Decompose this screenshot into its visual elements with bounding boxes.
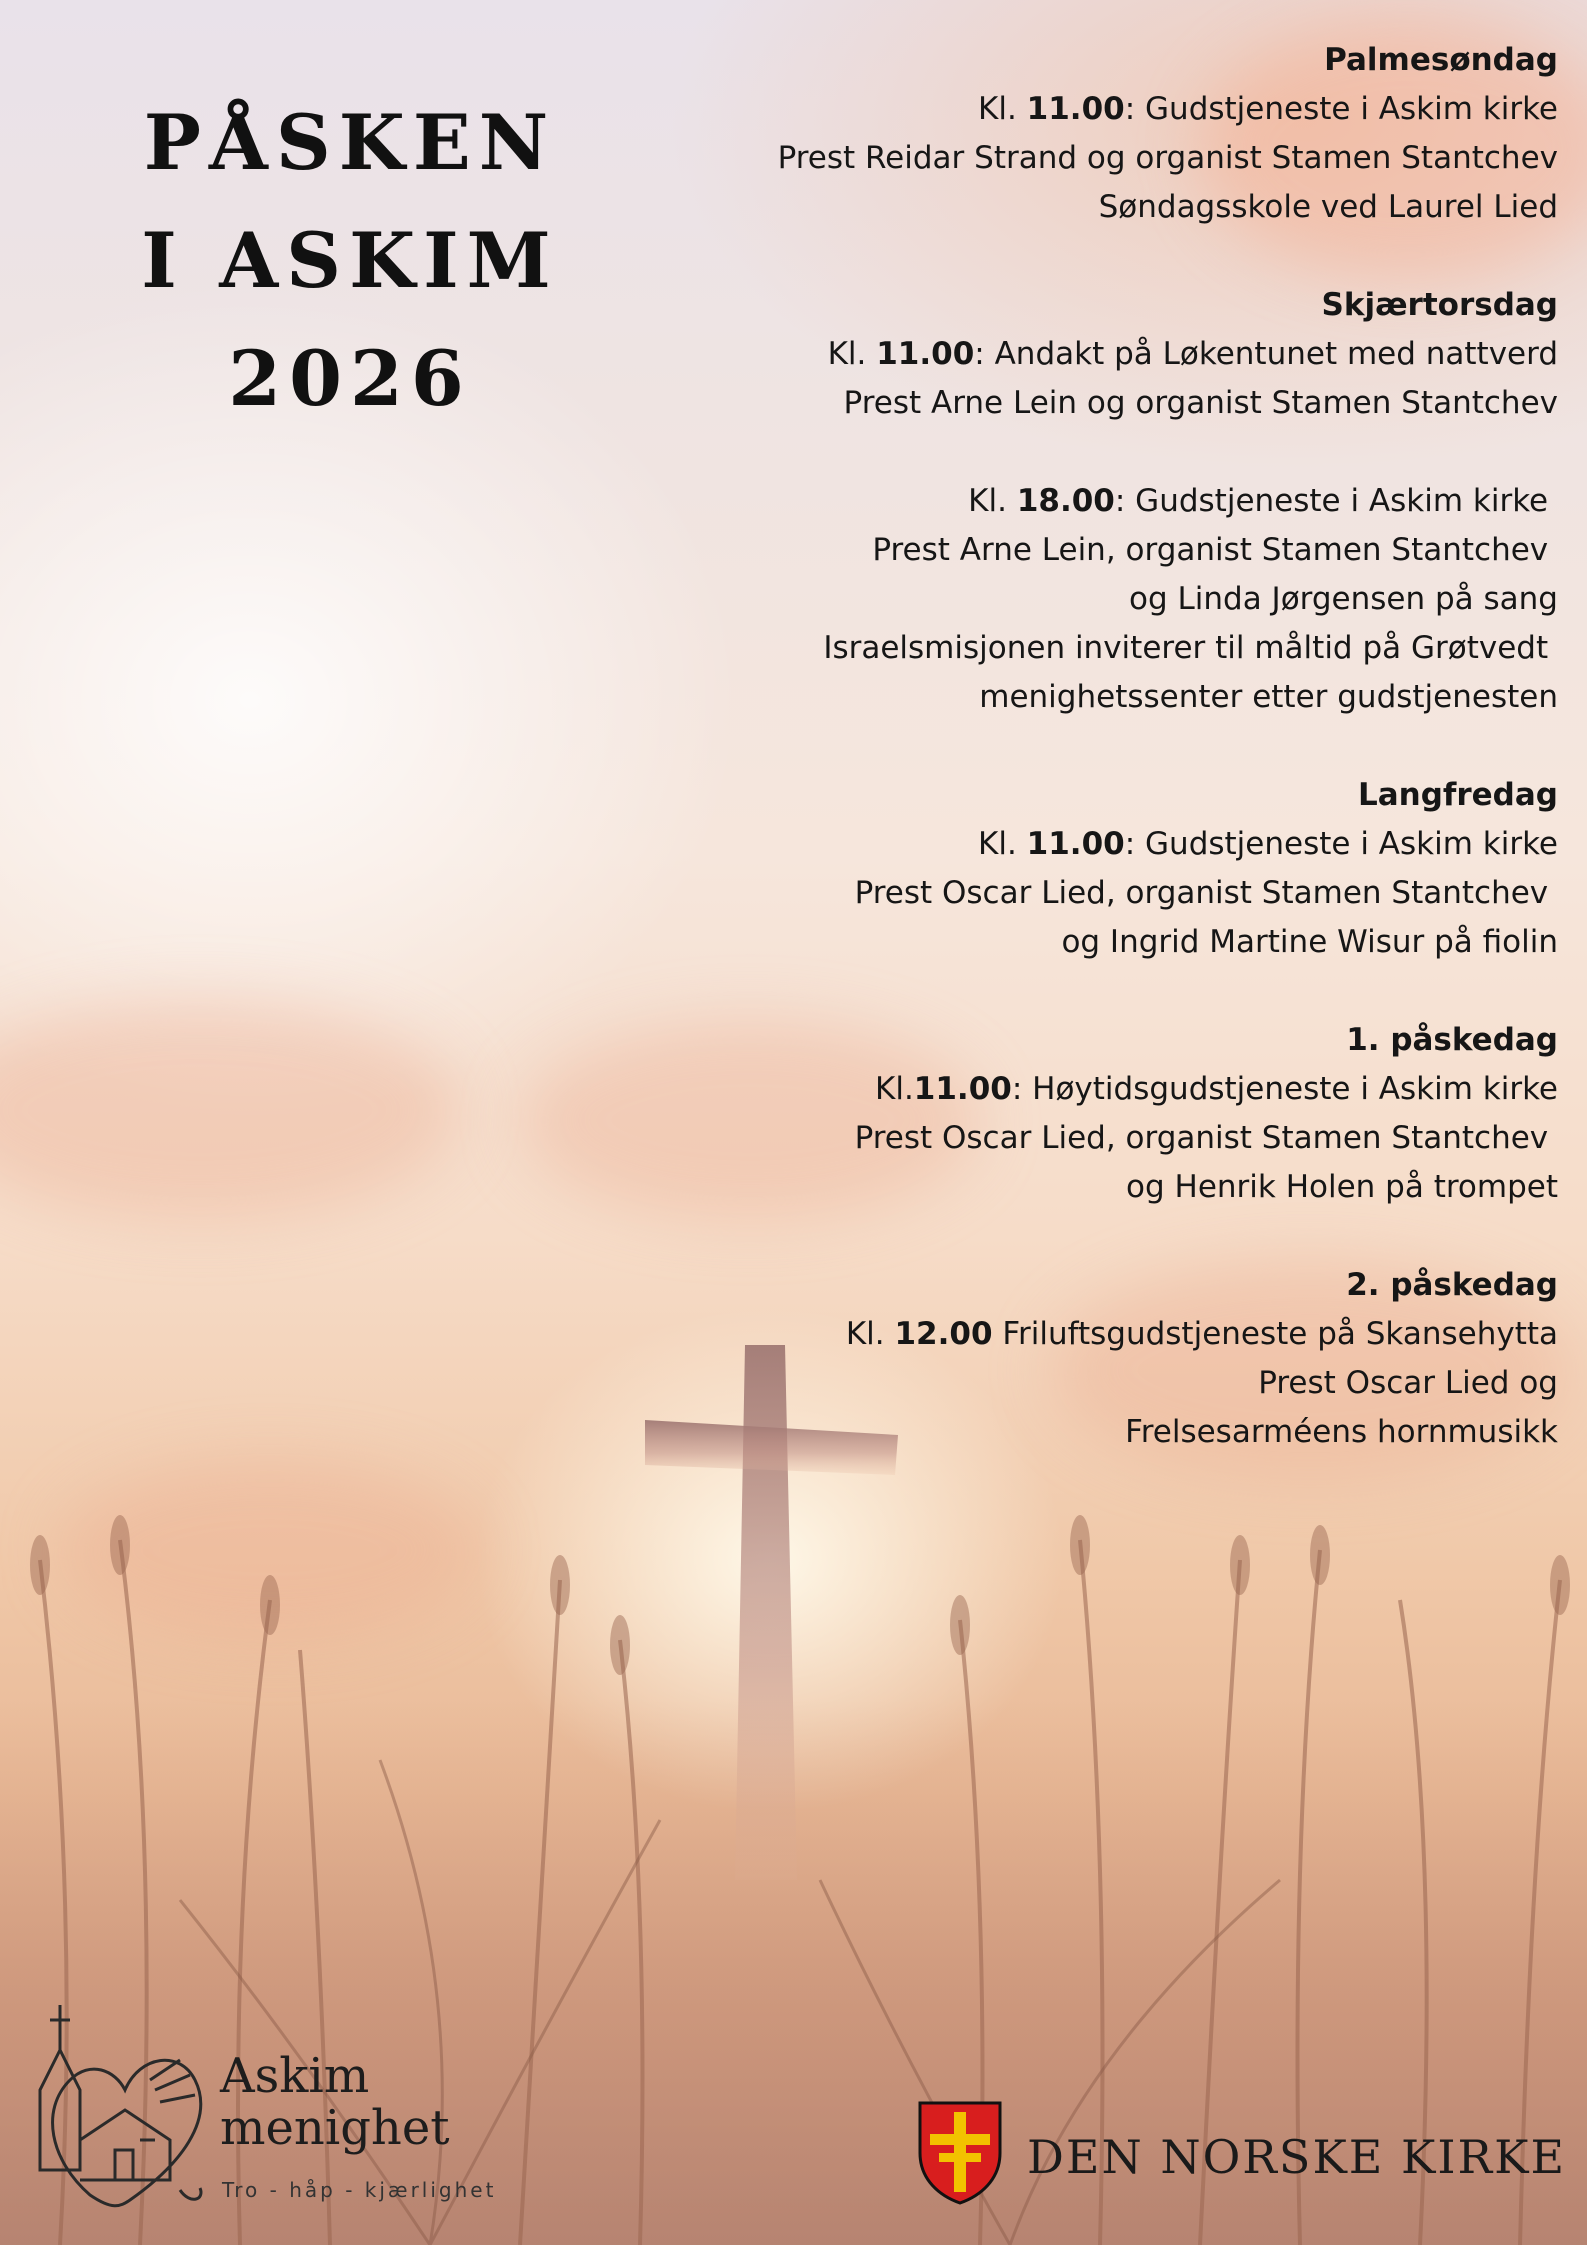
event-detail: Prest Oscar Lied, organist Stamen Stantchev <box>854 1120 1558 1156</box>
church-heart-icon <box>30 1990 210 2220</box>
parish-name <box>220 2050 450 2154</box>
event-langfredag <box>618 771 1558 967</box>
event-detail: og Henrik Holen på trompet <box>1126 1169 1558 1205</box>
event-detail: Frelsesarméens hornmusikk <box>1125 1414 1558 1450</box>
church-shield-icon <box>915 2098 1005 2206</box>
title-line-2: I ASKIM <box>141 216 559 305</box>
event-detail: Prest Arne Lein og organist Stamen Stantchev <box>843 385 1558 421</box>
event-2-paskedag <box>618 1261 1558 1457</box>
event-detail: Prest Oscar Lied, organist Stamen Stantchev <box>854 875 1558 911</box>
event-detail: menighetssenter etter gudstjenesten <box>979 679 1558 715</box>
event-day: Skjærtorsdag <box>1321 287 1558 323</box>
event-time-line: Kl.11.00: Høytidsgudstjeneste i Askim kirke <box>875 1071 1558 1107</box>
den-norske-kirke-logo <box>915 2098 1567 2208</box>
title-line-1: PÅSKEN <box>143 98 557 187</box>
event-detail: og Ingrid Martine Wisur på fiolin <box>1061 924 1558 960</box>
event-detail: og Linda Jørgensen på sang <box>1129 581 1558 617</box>
event-detail: Israelsmisjonen inviterer til måltid på Grøtvedt <box>823 630 1558 666</box>
event-time-line: Kl. 12.00 Friluftsgudstjeneste på Skansehytta <box>845 1316 1558 1352</box>
event-detail: Søndagsskole ved Laurel Lied <box>1098 189 1558 225</box>
event-time-line: Kl. 11.00: Andakt på Løkentunet med nattverd <box>827 336 1558 372</box>
event-day: Palmesøndag <box>1324 42 1558 78</box>
event-day: Langfredag <box>1357 777 1558 813</box>
event-time-line: Kl. 11.00: Gudstjeneste i Askim kirke <box>978 826 1558 862</box>
parish-tagline: Tro - håp - kjærlighet <box>222 2178 497 2202</box>
event-day: 2. påskedag <box>1346 1267 1558 1303</box>
event-time-line: Kl. 18.00: Gudstjeneste i Askim kirke <box>968 483 1558 519</box>
event-palmesondag <box>618 36 1558 232</box>
event-time-line: Kl. 11.00: Gudstjeneste i Askim kirke <box>978 91 1558 127</box>
event-day: 1. påskedag <box>1346 1022 1558 1058</box>
title-line-3: 2026 <box>228 334 472 423</box>
event-detail: Prest Reidar Strand og organist Stamen Stantchev <box>777 140 1558 176</box>
parish-name-line-1: Askim <box>220 2048 370 2104</box>
service-schedule <box>618 36 1558 1506</box>
event-1-paskedag <box>618 1016 1558 1212</box>
parish-name-line-2: menighet <box>220 2100 450 2156</box>
event-detail: Prest Oscar Lied og <box>1258 1365 1558 1401</box>
organization-name: DEN NORSKE KIRKE <box>1027 2130 1567 2184</box>
askim-menighet-logo <box>30 1990 510 2220</box>
grass-seedheads <box>30 1515 1570 1675</box>
event-skjaertorsdag <box>618 281 1558 722</box>
event-detail: Prest Arne Lein, organist Stamen Stantchev <box>872 532 1558 568</box>
poster-title <box>110 84 590 438</box>
